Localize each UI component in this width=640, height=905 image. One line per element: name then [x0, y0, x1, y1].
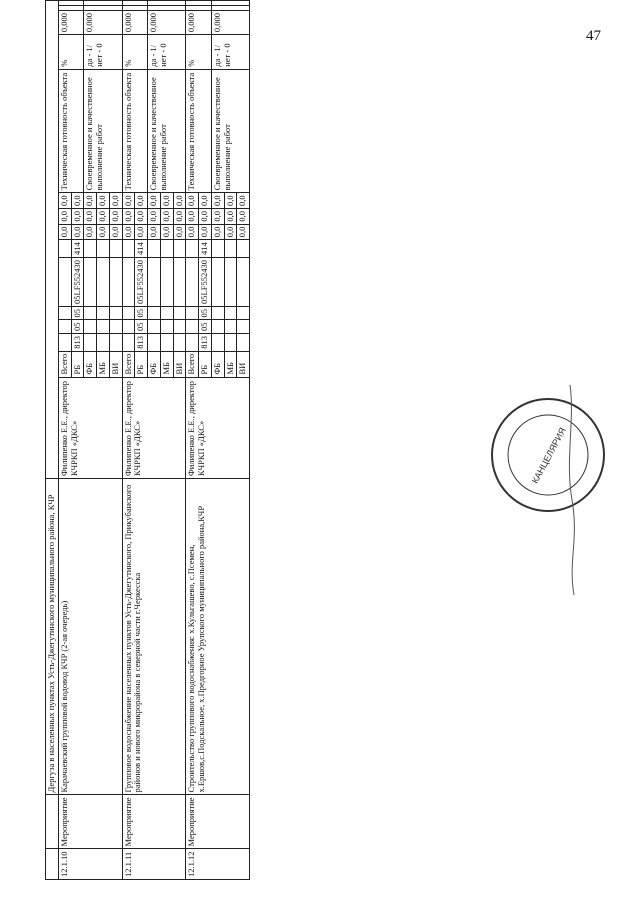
- cell-code5: [186, 240, 199, 258]
- row-name: Карачаевский групповой водовод КЧР (2-ая очередь): [58, 478, 122, 795]
- cell-v1: 0,0: [160, 224, 173, 240]
- row-name: Групповое водоснабжение населенных пунктов Усть-Джегутинского, Прикубанского районов и нового микрорайона в северной части г.Черкесска: [122, 478, 186, 795]
- indicator-name: Техническая готовность объекта: [122, 69, 148, 193]
- row-responsible: Филипенко Е.Е., директор КЧРКП «ДКС»: [186, 377, 250, 478]
- cell-v1: 0,0: [224, 224, 237, 240]
- cell-code3: [122, 306, 135, 320]
- table-row: [186, 1, 199, 880]
- cell-code2: [148, 320, 161, 334]
- cell-code1: [148, 333, 161, 351]
- cell-code3: [186, 306, 199, 320]
- cell-code1: [173, 333, 186, 351]
- cell-code2: [122, 320, 135, 334]
- cell-code3: [224, 306, 237, 320]
- indicator-value: 0,000: [58, 11, 84, 35]
- indicator-name: Техническая готовность объекта: [186, 69, 212, 193]
- indicator-empty: [211, 6, 249, 11]
- cell-code1: [186, 333, 199, 351]
- cell-v1: 0,0: [84, 224, 97, 240]
- cell-src: Всего: [58, 351, 71, 377]
- cell-code2: [173, 320, 186, 334]
- cell-src: МБ: [224, 351, 237, 377]
- indicator-empty: [58, 6, 84, 11]
- cell-src: Всего: [122, 351, 135, 377]
- indicator-empty: [84, 6, 122, 11]
- cell-code4: [160, 258, 173, 307]
- table-row: [122, 1, 135, 880]
- cell-v3: 0,0: [160, 193, 173, 209]
- indicator-empty: [148, 6, 186, 11]
- indicator-empty: [186, 1, 212, 6]
- cell-code3: [160, 306, 173, 320]
- cell-src: МБ: [160, 351, 173, 377]
- cell-code5: [97, 240, 110, 258]
- indicator-empty: [211, 1, 249, 6]
- cell-src: ФБ: [211, 351, 224, 377]
- indicator-unit: %: [58, 35, 84, 70]
- cell-code2: [84, 320, 97, 334]
- cell-code2: 05: [199, 320, 212, 334]
- cell-code2: [109, 320, 122, 334]
- cell-code5: [84, 240, 97, 258]
- cell-code1: [160, 333, 173, 351]
- cell-src: РБ: [135, 351, 148, 377]
- cell-v2: 0,0: [211, 209, 224, 225]
- cell-code3: 05: [135, 306, 148, 320]
- indicator-value: 0,000: [148, 11, 186, 35]
- indicator-unit: %: [186, 35, 212, 70]
- cell-code2: [237, 320, 250, 334]
- cell-code1: [97, 333, 110, 351]
- cell-code5: [224, 240, 237, 258]
- cell-v2: 0,0: [135, 209, 148, 225]
- cell-v3: 0,0: [122, 193, 135, 209]
- cell-v3: 0,0: [97, 193, 110, 209]
- cell-v3: 0,0: [109, 193, 122, 209]
- row-number: 12.1.10: [58, 849, 122, 880]
- cell-code3: [97, 306, 110, 320]
- indicator-unit: %: [122, 35, 148, 70]
- cell-v3: 0,0: [148, 193, 161, 209]
- cell-code2: [58, 320, 71, 334]
- cell-code5: [109, 240, 122, 258]
- header-cell-empty: [46, 849, 59, 880]
- cell-v1: 0,0: [58, 224, 71, 240]
- cell-code1: [237, 333, 250, 351]
- cell-code1: [122, 333, 135, 351]
- cell-code5: [211, 240, 224, 258]
- cell-code4: [122, 258, 135, 307]
- cell-code1: 813: [135, 333, 148, 351]
- cell-code4: [58, 258, 71, 307]
- cell-v1: 0,0: [186, 224, 199, 240]
- cell-v3: 0,0: [135, 193, 148, 209]
- header-cell-text: Дергуза в населенных пунктах Усть-Джегутинского муниципального района, КЧР: [46, 478, 59, 795]
- cell-code1: [58, 333, 71, 351]
- cell-v3: 0,0: [199, 193, 212, 209]
- cell-code2: [97, 320, 110, 334]
- cell-v1: 0,0: [97, 224, 110, 240]
- indicator-unit: да - 1/ нет - 0: [84, 35, 122, 70]
- cell-v2: 0,0: [97, 209, 110, 225]
- cell-code3: [173, 306, 186, 320]
- cell-v3: 0,0: [71, 193, 84, 209]
- cell-code4: 05LF552430: [71, 258, 84, 307]
- cell-code4: [211, 258, 224, 307]
- cell-code4: [237, 258, 250, 307]
- cell-v3: 0,0: [237, 193, 250, 209]
- indicator-name: Своевременное и качественное выполнение работ: [148, 69, 186, 193]
- indicator-name: Техническая готовность объекта: [58, 69, 84, 193]
- cell-code4: [84, 258, 97, 307]
- cell-code2: 05: [135, 320, 148, 334]
- cell-code4: [186, 258, 199, 307]
- row-number: 12.1.11: [122, 849, 186, 880]
- cell-v2: 0,0: [148, 209, 161, 225]
- indicator-value: 0,000: [211, 11, 249, 35]
- cell-code1: [84, 333, 97, 351]
- cell-code4: [173, 258, 186, 307]
- cell-v2: 0,0: [122, 209, 135, 225]
- indicator-value: 0,000: [122, 11, 148, 35]
- indicator-name: Своевременное и качественное выполнение работ: [211, 69, 249, 193]
- cell-code5: [122, 240, 135, 258]
- cell-code3: 05: [71, 306, 84, 320]
- cell-code2: [224, 320, 237, 334]
- indicator-empty: [186, 6, 212, 11]
- cell-code2: [186, 320, 199, 334]
- cell-v2: 0,0: [160, 209, 173, 225]
- cell-v1: 0,0: [211, 224, 224, 240]
- cell-code3: [237, 306, 250, 320]
- indicator-empty: [58, 1, 84, 6]
- signature-mark: [550, 380, 590, 600]
- cell-src: ВИ: [109, 351, 122, 377]
- cell-v1: 0,0: [173, 224, 186, 240]
- cell-src: РБ: [199, 351, 212, 377]
- official-stamp: [488, 395, 608, 515]
- cell-v3: 0,0: [211, 193, 224, 209]
- cell-v3: 0,0: [84, 193, 97, 209]
- cell-code3: [84, 306, 97, 320]
- cell-v3: 0,0: [224, 193, 237, 209]
- cell-code5: [58, 240, 71, 258]
- indicator-unit: да - 1/ нет - 0: [211, 35, 249, 70]
- cell-v3: 0,0: [58, 193, 71, 209]
- cell-src: ВИ: [237, 351, 250, 377]
- cell-v1: 0,0: [199, 224, 212, 240]
- cell-code4: [109, 258, 122, 307]
- cell-code5: [173, 240, 186, 258]
- row-responsible: Филипенко Е.Е., директор КЧРКП «ДКС»: [122, 377, 186, 478]
- cell-code5: 414: [71, 240, 84, 258]
- row-kind: Мероприятие: [58, 795, 122, 849]
- cell-code1: [224, 333, 237, 351]
- header-row: [46, 1, 59, 880]
- row-number: 12.1.12: [186, 849, 250, 880]
- cell-code3: [211, 306, 224, 320]
- cell-code3: 05: [199, 306, 212, 320]
- header-cell-empty: [46, 795, 59, 849]
- cell-v1: 0,0: [71, 224, 84, 240]
- table-row: [58, 1, 71, 880]
- indicator-empty: [122, 6, 148, 11]
- cell-code1: [109, 333, 122, 351]
- indicator-unit: да - 1/ нет - 0: [148, 35, 186, 70]
- cell-code3: [58, 306, 71, 320]
- stamp-center-text: КАНЦЕЛЯРИЯ: [529, 425, 568, 486]
- cell-code1: 813: [71, 333, 84, 351]
- cell-v2: 0,0: [71, 209, 84, 225]
- cell-code3: [148, 306, 161, 320]
- program-table: [45, 0, 250, 880]
- cell-code4: 05LF552430: [199, 258, 212, 307]
- cell-v1: 0,0: [109, 224, 122, 240]
- cell-v3: 0,0: [173, 193, 186, 209]
- cell-code5: [237, 240, 250, 258]
- cell-code5: [148, 240, 161, 258]
- cell-src: ФБ: [148, 351, 161, 377]
- indicator-name: Своевременное и качественное выполнение работ: [84, 69, 122, 193]
- cell-v2: 0,0: [58, 209, 71, 225]
- indicator-empty: [148, 1, 186, 6]
- indicator-value: 0,000: [84, 11, 122, 35]
- indicator-value: 0,000: [186, 11, 212, 35]
- cell-src: Всего: [186, 351, 199, 377]
- cell-v2: 0,0: [199, 209, 212, 225]
- cell-v2: 0,0: [237, 209, 250, 225]
- indicator-empty: [84, 1, 122, 6]
- cell-code5: 414: [135, 240, 148, 258]
- cell-code3: [109, 306, 122, 320]
- cell-code5: [160, 240, 173, 258]
- cell-code4: 05LF552430: [135, 258, 148, 307]
- row-name: Строительство группового водоснабжения: х.Кульгашево, с.Псемен, х.Ершов,с.Подскальное, х.Предгорное Урупского муниципального района,КЧР: [186, 478, 250, 795]
- cell-code4: [224, 258, 237, 307]
- cell-code4: [148, 258, 161, 307]
- cell-v1: 0,0: [135, 224, 148, 240]
- cell-src: ВИ: [173, 351, 186, 377]
- cell-code4: [97, 258, 110, 307]
- cell-v1: 0,0: [122, 224, 135, 240]
- indicator-empty: [122, 1, 148, 6]
- cell-code1: 813: [199, 333, 212, 351]
- cell-code1: [211, 333, 224, 351]
- cell-v2: 0,0: [109, 209, 122, 225]
- header-cell-empty: [46, 1, 59, 479]
- row-kind: Мероприятие: [186, 795, 250, 849]
- cell-v1: 0,0: [237, 224, 250, 240]
- cell-v2: 0,0: [173, 209, 186, 225]
- row-kind: Мероприятие: [122, 795, 186, 849]
- cell-code2: [211, 320, 224, 334]
- cell-v1: 0,0: [148, 224, 161, 240]
- cell-code2: [160, 320, 173, 334]
- cell-v2: 0,0: [224, 209, 237, 225]
- cell-code5: 414: [199, 240, 212, 258]
- cell-v3: 0,0: [186, 193, 199, 209]
- cell-src: РБ: [71, 351, 84, 377]
- cell-src: ФБ: [84, 351, 97, 377]
- cell-v2: 0,0: [186, 209, 199, 225]
- cell-code2: 05: [71, 320, 84, 334]
- row-responsible: Филипенко Е.Е., директор КЧРКП «ДКС»: [58, 377, 122, 478]
- page-number: 47: [586, 28, 601, 44]
- cell-src: МБ: [97, 351, 110, 377]
- cell-v2: 0,0: [84, 209, 97, 225]
